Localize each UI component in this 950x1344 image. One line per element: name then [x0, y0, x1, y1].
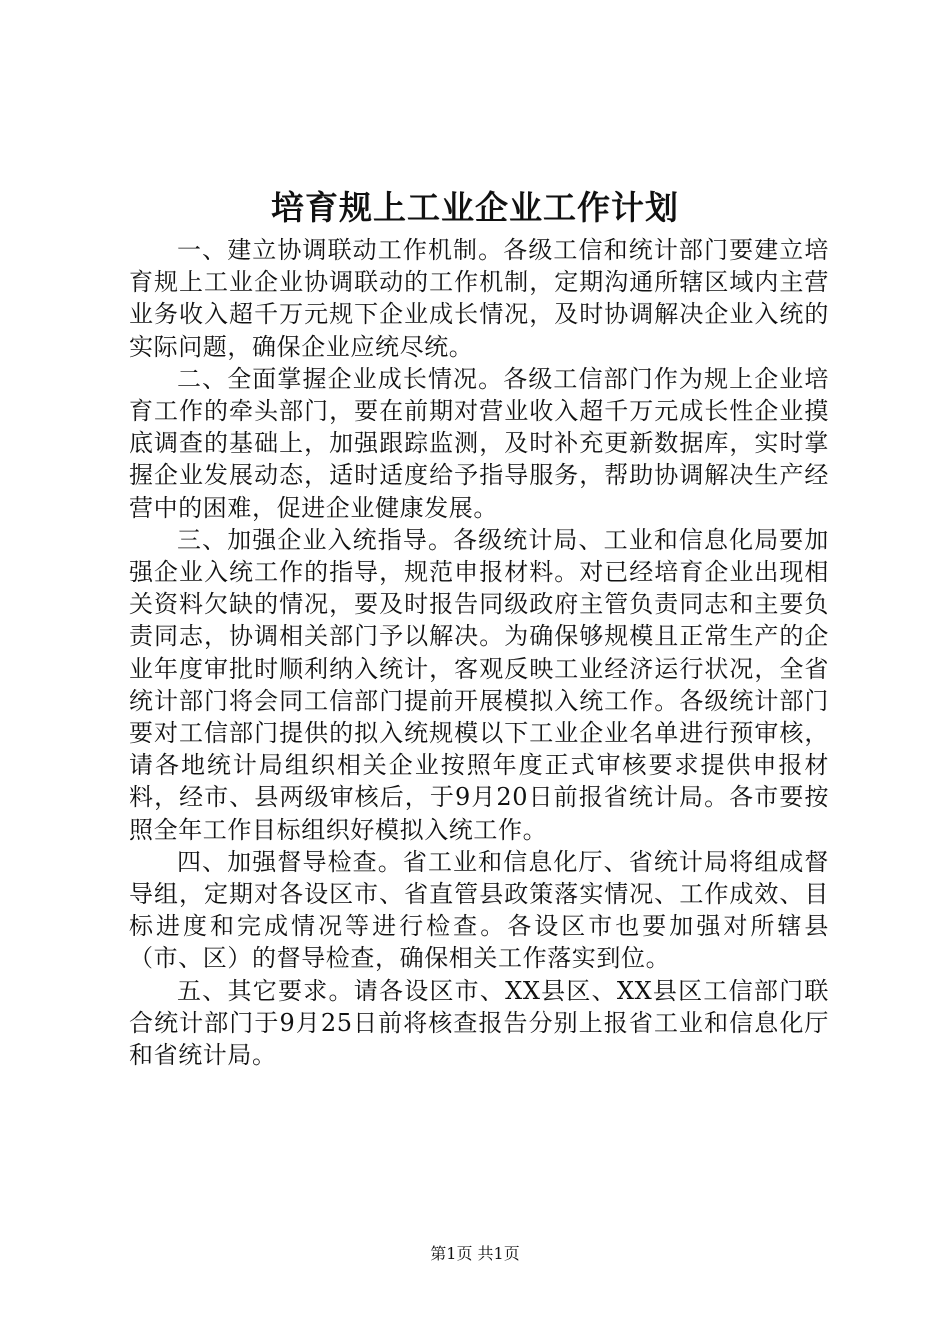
paragraph-2: 二、全面掌握企业成长情况。各级工信部门作为规上企业培育工作的牵头部门，要在前期对营业收入超千万元成长性企业摸底调查的基础上，加强跟踪监测，及时补充更新数据库，实时掌握企业发展动态，适时适度给予指导服务，帮助协调解决生产经营中的困难，促进企业健康发展。 — [129, 364, 829, 522]
document-body — [129, 234, 829, 1071]
document-title: 培育规上工业企业工作计划 — [271, 188, 679, 227]
paragraph-3: 三、加强企业入统指导。各级统计局、工业和信息化局要加强企业入统工作的指导，规范申报材料。对已经培育企业出现相关资料欠缺的情况，要及时报告同级政府主管负责同志和主要负责同志，协调相关部门予以解决。为确保够规模且正常生产的企业年度审批时顺利纳入统计，客观反映工业经济运行状况，全省统计部门将会同工信部门提前开展模拟入统工作。各级统计部门要对工信部门提供的拟入统规模以下工业企业名单进行预审核，请各地统计局组织相关企业按照年度正式审核要求提供申报材料，经市、县两级审核后，于9月20日前报省统计局。各市要按照全年工作目标组织好模拟入统工作。 — [129, 525, 829, 844]
paragraph-5: 五、其它要求。请各设区市、XX县区、XX县区工信部门联合统计部门于9月25日前将核查报告分别上报省工业和信息化厅和省统计局。 — [129, 976, 829, 1070]
paragraph-4: 四、加强督导检查。省工业和信息化厅、省统计局将组成督导组，定期对各设区市、省直管县政策落实情况、工作成效、目标进度和完成情况等进行检查。各设区市也要加强对所辖县（市、区）的督导检查，确保相关工作落实到位。 — [129, 847, 829, 973]
page-footer: 第1页 共1页 — [430, 1244, 520, 1263]
paragraph-1: 一、建立协调联动工作机制。各级工信和统计部门要建立培育规上工业企业协调联动的工作机制，定期沟通所辖区域内主营业务收入超千万元规下企业成长情况，及时协调解决企业入统的实际问题，确保企业应统尽统。 — [129, 236, 829, 361]
